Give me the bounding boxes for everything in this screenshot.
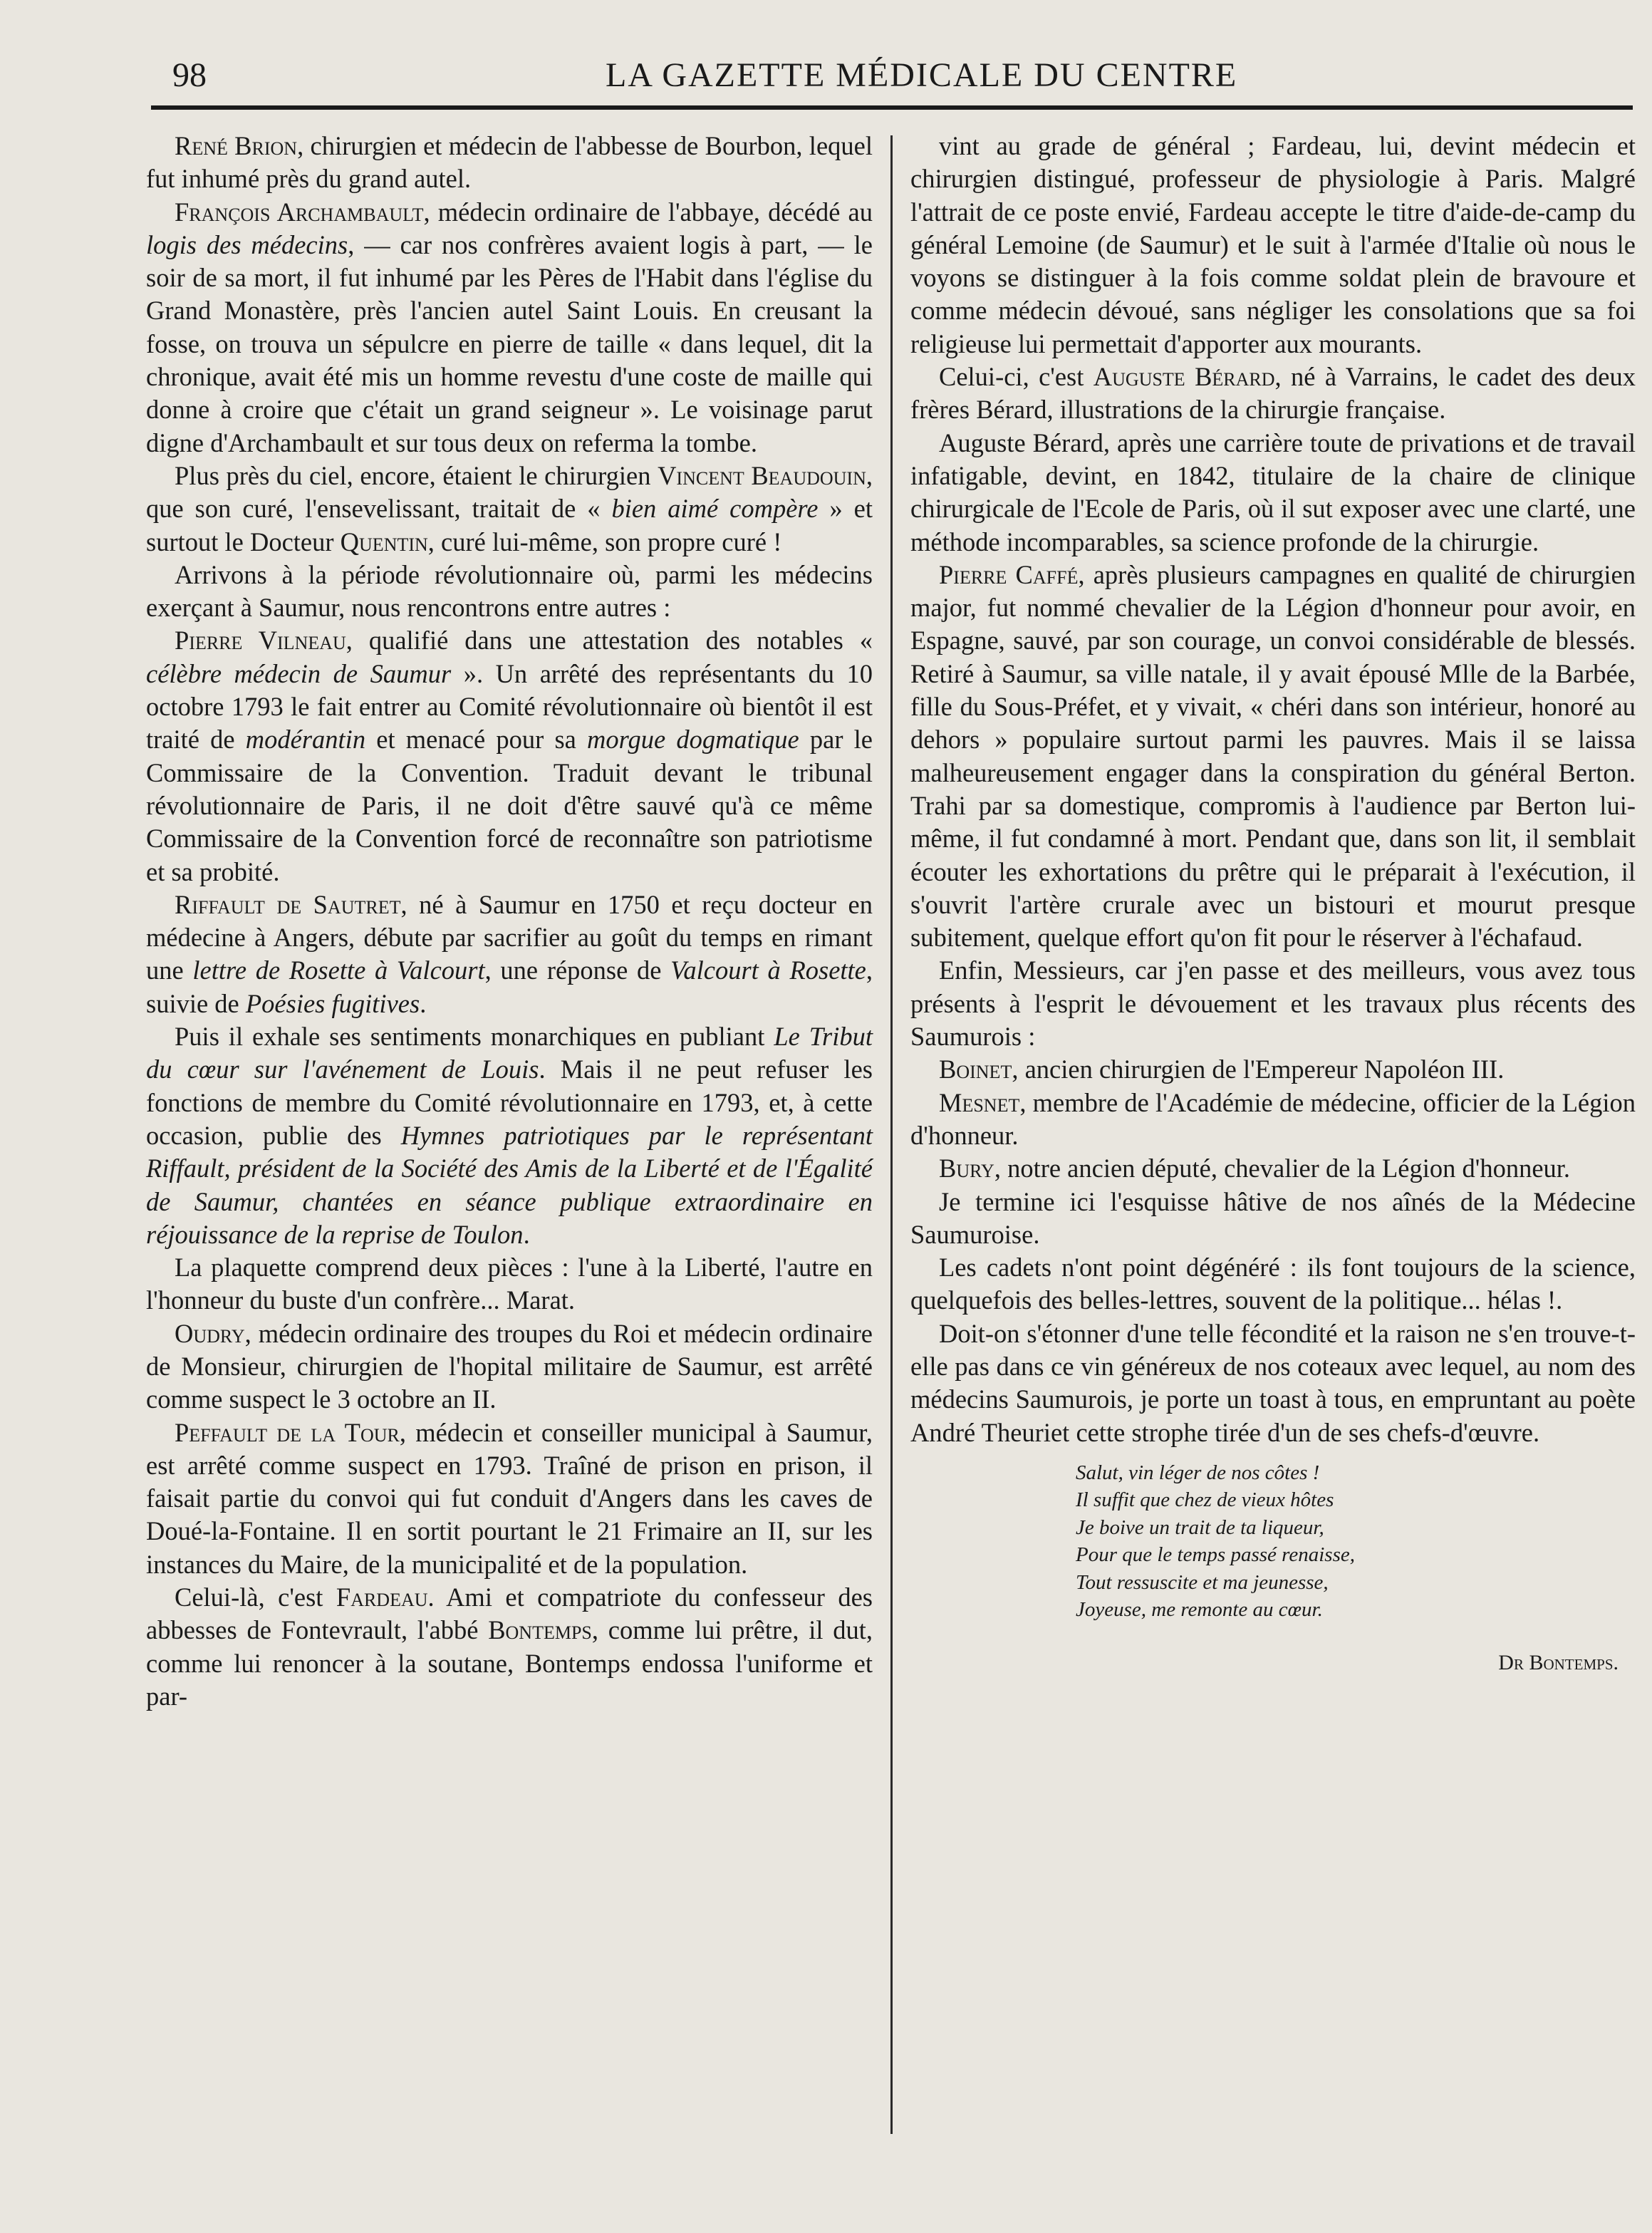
text-run: . Mais il ne peut refuser les fonctions de membre du Comité révolutionnaire en 1793, et, à cette occasion, publie des [146,1055,873,1150]
text-run: , notre ancien député, chevalier de la Légion d'honneur. [994,1154,1571,1183]
text-run: , qualifié dans une attestation des notables « [346,626,873,656]
page-number: 98 [172,56,207,94]
paragraph [910,427,1636,559]
italic-text: Le Tribut du cœur sur l'avénement de Louis [146,1022,873,1084]
right-column [910,130,1636,1679]
person-name: François Archambault [175,197,424,227]
text-run: Auguste Bérard, après une carrière toute de privations et de travail infatigable, devint, en 1842, titulaire de la chaire de clinique chirurgicale de l'Ecole de Paris, où il sut exposer avec une clarté, une méthode incomparables, sa science profonde de la chirurgie. [910,428,1636,556]
poem-line: Il suffit que chez de vieux hôtes [1076,1488,1334,1512]
paragraph [910,361,1636,427]
person-name: Riffault de Sautret [175,889,401,919]
text-run: , comme lui prêtre, il dut, comme lui renoncer à la soutane, Bontemps endossa l'uniforme et par- [146,1615,873,1711]
paragraph [146,1020,873,1251]
paragraph [910,1053,1636,1086]
text-run: par le Commissaire de la Convention. Traduit devant le tribunal révolutionnaire de Paris, il ne doit d'être sauvé qu'à ce même Commissaire de la Convention forcé de reconnaître son patriotisme et sa probité. [146,725,873,886]
person-name: Quentin [340,527,428,556]
paragraph [146,1416,873,1581]
text-run: . [420,988,427,1018]
paragraph [910,1251,1636,1317]
text-run: . Ami et compatriote du confesseur des abbesses de Fontevrault, l'abbé [146,1582,873,1645]
header-rule [151,105,1633,110]
text-run: Plus près du ciel, encore, étaient le chirurgien [175,460,658,490]
person-name: Pierre Caffé [939,559,1079,589]
italic-text: Valcourt à Rosette [670,955,866,985]
text-run: Doit-on s'étonner d'une telle fécondité et la raison ne s'en trouve-t-elle pas dans ce vin généreux de nos coteaux avec lequel, au nom des médecins Saumurois, je porte un toast à tous, en empruntant au poète André Theuriet cette strophe tirée d'un de ses chefs-d'œuvre. [910,1318,1636,1447]
paragraph [910,1317,1636,1449]
text-run: Celui-là, c'est [175,1582,336,1612]
poem-line: Tout ressuscite et ma jeunesse, [1076,1570,1329,1594]
text-run: , curé lui-même, son propre curé ! [427,527,782,556]
person-name: Oudry [175,1318,245,1348]
person-name: Bury [939,1154,994,1183]
text-run: . [523,1219,530,1249]
paragraph [146,1581,873,1713]
text-run: , médecin ordinaire des troupes du Roi et médecin ordinaire de Monsieur, chirurgien de l'hopital militaire de Saumur, est arrêté comme suspect le 3 octobre an II. [146,1318,873,1414]
person-name: Peffault de la Tour [175,1417,400,1447]
text-run: » et surtout le Docteur [146,494,873,556]
paragraph [146,196,873,460]
paragraph [910,1152,1636,1185]
signature: Dr Bontemps. [1498,1650,1619,1674]
italic-text: logis des médecins [146,229,348,259]
italic-text: célèbre médecin de Saumur [146,658,452,688]
column-divider [890,135,893,2134]
text-run: , suivie de [146,955,873,1018]
poem-stanza [1076,1459,1636,1624]
text-run: et menacé pour sa [365,725,588,755]
paragraph [146,130,873,196]
text-run: Celui-ci, c'est [939,362,1093,392]
text-run: , après plusieurs campagnes en qualité de chirurgien major, fut nommé chevalier de la Légion d'honneur pour avoir, en Espagne, sauvé, par son courage, un convoi considérable de blessés. Retiré à Saumur, sa ville natale, il y avait épousé Mlle de la Barbée, fille du Sous-Préfet, et y vivait, « chéri dans son intérieur, honoré au dehors » populaire surtout parmi les pauvres. Mais il se laissa malheureusement engager dans la conspiration du général Berton. Trahi par sa domestique, compromis à l'audience par Berton lui-même, il fut condamné à mort. Pendant que, dans son lit, il semblait écouter les exhortations du prêtre qui le préparait à l'exécution, il s'ouvrit l'artère crurale avec un bistouri et mourut presque subitement, quelque effort qu'on fit pour le réserver à l'échafaud. [910,559,1636,953]
paragraph [146,888,873,1020]
text-run: , — car nos confrères avaient logis à part, — le soir de sa mort, il fut inhumé par les Pères de l'Habit dans l'église du Grand Monastère, près l'ancien autel Saint Louis. En creusant la fosse, on trouva un sépulcre en pierre de taille « dans lequel, dit la chronique, avait été mis un homme revestu d'une coste de maille qui donne à croire que c'était un grand seigneur ». Le voisinage parut digne d'Archambault et sur tous deux on referma la tombe. [146,229,873,457]
left-column [146,130,873,1713]
italic-text: lettre de Rosette à Valcourt [192,955,485,985]
person-name: Boinet [939,1055,1012,1084]
journal-title: LA GAZETTE MÉDICALE DU CENTRE [606,56,1238,94]
paragraph [146,1317,873,1416]
paragraph [910,954,1636,1053]
paragraph [146,624,873,888]
text-run: , ancien chirurgien de l'Empereur Napoléon III. [1012,1055,1505,1084]
text-run: Puis il exhale ses sentiments monarchiques en publiant [175,1022,774,1052]
paragraph [910,559,1636,955]
text-run: , que son curé, l'ensevelissant, traitait de « [146,460,873,524]
paragraph [910,130,1636,361]
italic-text: morgue dogmatique [587,725,799,755]
text-run: La plaquette comprend deux pièces : l'une à la Liberté, l'autre en l'honneur du buste d'un confrère... Marat. [146,1253,873,1315]
person-name: Vincent Beaudouin [658,460,866,490]
person-name: Mesnet [939,1087,1020,1117]
text-run: , chirurgien et médecin de l'abbesse de Bourbon, lequel fut inhumé près du grand autel. [146,131,873,194]
poem-line: Salut, vin léger de nos côtes ! [1076,1461,1320,1484]
person-name: Fardeau [336,1582,428,1612]
text-run: , né à Varrains, le cadet des deux frères Bérard, illustrations de la chirurgie française. [910,362,1636,425]
text-run: , membre de l'Académie de médecine, officier de la Légion d'honneur. [910,1087,1636,1150]
person-name: René Brion [175,131,298,160]
text-run: Les cadets n'ont point dégénéré : ils font toujours de la science, quelquefois des belles-lettres, souvent de la politique... hélas !. [910,1253,1636,1315]
text-run: , médecin ordinaire de l'abbaye, décédé au [423,197,873,227]
paragraph [146,460,873,559]
paragraph [146,559,873,625]
text-run: , médecin et conseiller municipal à Saumur, est arrêté comme suspect en 1793. Traîné de prison en prison, il faisait partie du convoi qui fut conduit d'Angers dans les caves de Doué-la-Fontaine. Il en sortit pourtant le 21 Frimaire an II, sur les instances du Maire, de la municipalité et de la population. [146,1417,873,1579]
italic-text: bien aimé compère [611,494,819,524]
italic-text: Poésies fugitives [245,988,420,1018]
text-run: Enfin, Messieurs, car j'en passe et des meilleurs, vous avez tous présents à l'esprit le dévouement et les travaux plus récents des Saumurois : [910,955,1636,1052]
person-name: Bontemps [488,1615,592,1645]
italic-text: Hymnes patriotiques par le représentant Riffault, président de la Société des Amis de la Liberté et de l'Égalité de Saumur, chantées en séance publique extraordinaire en réjouissance de la reprise de Toulon [146,1120,873,1249]
paragraph [910,1087,1636,1153]
poem-line: Je boive un trait de ta liqueur, [1076,1516,1324,1539]
person-name: Pierre Vilneau [175,626,346,656]
text-run: vint au grade de général ; Fardeau, lui, devint médecin et chirurgien distingué, professeur de physiologie à Paris. Malgré l'attrait de ce poste envié, Fardeau accepte le titre d'aide-de-camp du général Lemoine (de Saumur) et le suit à l'armée d'Italie où nous le voyons se distinguer à la fois comme soldat plein de bravoure et comme médecin dévoué, sans négliger les consolations que sa foi religieuse lui permettait d'apporter aux mourants. [910,131,1636,358]
text-run: , né à Saumur en 1750 et reçu docteur en médecine à Angers, débute par sacrifier au goût du temps en rimant une [146,889,873,985]
text-run: ». Un arrêté des représentants du 10 octobre 1793 le fait entrer au Comité révolutionnaire où bientôt il est traité de [146,658,873,755]
paragraph [910,1186,1636,1252]
right-column-paragraphs [910,130,1636,1449]
text-run: Arrivons à la période révolutionnaire où, parmi les médecins exerçant à Saumur, nous rencontrons entre autres : [146,559,873,623]
text-run: , une réponse de [484,955,671,985]
poem-line: Joyeuse, me remonte au cœur. [1076,1598,1323,1622]
paragraph [146,1251,873,1317]
page-header [157,43,1638,100]
poem-line: Pour que le temps passé renaisse, [1076,1543,1355,1567]
text-run: Je termine ici l'esquisse hâtive de nos aînés de la Médecine Saumuroise. [910,1186,1636,1249]
italic-text: modérantin [245,725,366,755]
person-name: Auguste Bérard [1093,362,1275,392]
